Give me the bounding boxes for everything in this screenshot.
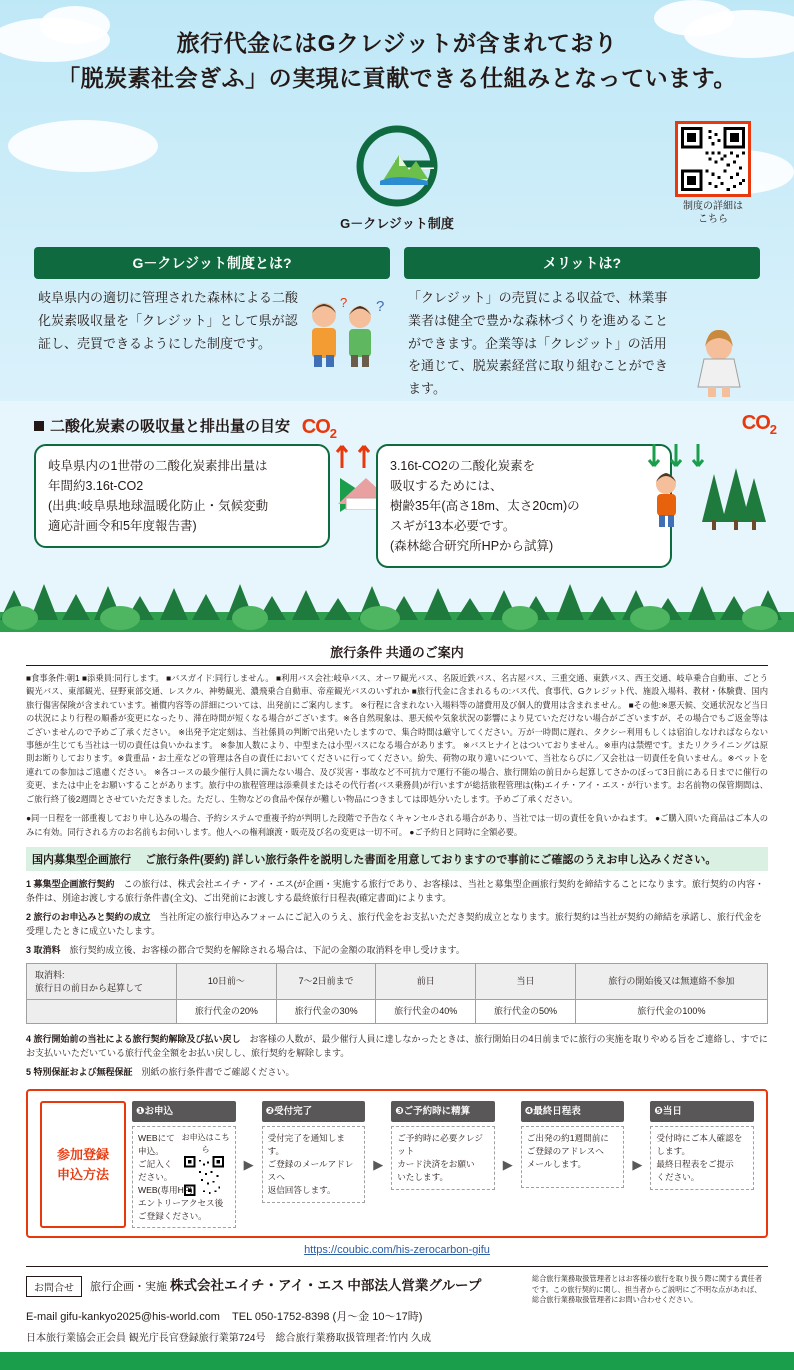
panel-body — [404, 279, 760, 401]
table-cell: 旅行代金の100% — [575, 1000, 767, 1024]
table-cell: 旅行代金の30% — [276, 1000, 376, 1024]
co2-section-title: 二酸化炭素の吸収量と排出量の目安 — [34, 415, 760, 436]
step-1-apply — [132, 1101, 236, 1228]
footer-row — [26, 1274, 768, 1305]
step-line: カード決済をお願い — [397, 1158, 475, 1169]
terms-item-head: 募集型企画旅行契約 — [33, 879, 115, 889]
terms-paragraph: ■食事条件:朝1 ■添乗員:同行します。 ■バスガイド:同行しません。 ■利用バス会社:岐阜バス、オーワ観光バス、名阪近鉄バス、名古屋バス、三重交通、東鉄バス、西王交通、岐阜乗合自動車、ごとう観光バス、東部観光、昼野東部交通、レスクル、神勢観光、濃飛乗合自動車、帝産観光バスのいずれか ■旅行代金に含まれるもの:バス代、食事代、Gクレジット代、施設入場料、教材・体験費、国内旅行傷害保険が含まれています。補償内容等の詳細については、出発前にご案内します。 ※行程に含まれない入場料等の諸費用及び個人的費用は含まれません。 ■その他:※悪天候、交通状況など当日の状況により行程の順番が変更になったり、滞在時間が短くなる場合がございます。※各自然現象は、悪天候や気象状況の影響により見ていただけない場合がございますが、その場合でもご返金等はございませんので予めご了承ください。 ※出発予定定刻は、当社係員の判断で出発いたしますので、集合時間は厳守してください。万が一時間に遅れ、タクシー利用もしくは宿泊しなければならない事態が生じても当社は一切の責任は負いかねます。 ※参加人数により、中型または小型バスになる場合があります。 ※バスヒナイとはついておりません。※車内は禁煙です。またリクライニングは原則お断りしております。※貴重品・お土産などの管理は各自の責任においてくださいに行ってください。紛失、荷物の取り違いについて、当社ならびに／又会社は一切責任を負いません。※ペットを連れての参加はご遠慮ください。 ※各コースの最少催行人員に満たない場合、及び災害・事故など不可抗力で運行不能の場合、旅行開始の前日から起算してさかのぼって3日前にある日までに催行の変更、または中止をお願いすることがあります。旅行中の旅程管理は添乗員またはその代行者(バス乗務員)が行いますが総括旅程管理は(株)エイチ・アイ・エス・が行います。お名前物の保管期間は、ご旅行終了後2週間とさせていただきました。ただし、生物などの食品や保存が難しい物品につきましては即処分いたします。予めご了承ください。 — [26, 672, 768, 804]
table-header-row — [27, 963, 768, 999]
terms-item-number: 2 — [26, 911, 32, 922]
step-2-reception-complete — [262, 1101, 366, 1228]
table-col-header: 当日 — [476, 963, 576, 999]
step-3-payment — [391, 1101, 495, 1228]
step-body — [650, 1126, 754, 1190]
two-children-icon — [300, 295, 390, 367]
terms-fine-print — [26, 672, 768, 839]
panel-title: メリットは? — [404, 247, 760, 279]
terms-item-number: 1 — [26, 879, 32, 889]
terms-paragraph: ●同一日程を一部重複しており申し込みの場合、予約システムで重複予約が判明した段階で予告なくキャンセルされる場合があり、当社では一切の責任を負いかねます。 ●ご購入頂いた商品はご本人のみに有効。同行される方のお名前もお伺いします。他人への権利譲渡・販売及び名の変更は一切不可。 ●ご予約日と同時に全額必要。 — [26, 813, 768, 837]
arrow-right-icon: ▶ — [632, 1156, 643, 1172]
step-line: ご登録ください。 — [138, 1210, 207, 1221]
terms-item-head: 取消料 — [33, 944, 61, 955]
step-body — [132, 1126, 236, 1228]
headline-line-1: 旅行代金にはGクレジットが含まれており — [176, 30, 618, 56]
step-5-on-the-day — [650, 1101, 754, 1228]
step-line: 最終日程表をご提示 — [656, 1158, 734, 1169]
table-col-header: 旅行の開始後又は無連絡不参加 — [575, 963, 767, 999]
terms-item — [26, 943, 768, 957]
headline-line-2: 「脱炭素社会ぎふ」の実現に貢献できる仕組みとなっています。 — [57, 64, 737, 91]
step-line: ご登録のメールアドレスへ — [267, 1158, 354, 1182]
step-header: ❺当日 — [650, 1101, 754, 1122]
terms-item-head: 旅行のお申込みと契約の成立 — [33, 911, 151, 922]
terms-item — [26, 1065, 768, 1079]
co2-badge-left: $CO_2$ — [301, 415, 336, 441]
qr-code-block[interactable] — [668, 121, 758, 226]
contact-label: お問合せ — [26, 1276, 82, 1297]
travel-terms-section — [0, 632, 794, 1079]
step-line: WEBにて申込。 — [138, 1133, 175, 1157]
step-header: ❹最終日程表 — [521, 1101, 625, 1122]
cancellation-fee-table — [26, 963, 768, 1024]
terms-item-text: この旅行は、株式会社エイチ・アイ・エス(が企画・実施する旅行であり、お客様は、当社と募集型企画旅行契約を締結することになります。旅行契約の内容・条件は、別途お渡しする旅行条件書(全文)、ご出発前にお渡しする最終旅行日程表(確定書面)によります。 — [26, 879, 765, 904]
table-col-header: 10日前～ — [177, 963, 277, 999]
qr-caption: 制度の詳細は こちら — [683, 201, 743, 225]
table-corner-cell: 取消料: 旅行日の前日から起算して — [27, 963, 177, 999]
square-bullet-icon — [34, 421, 44, 431]
qr-code-frame[interactable] — [675, 121, 751, 197]
contact-footer — [26, 1266, 768, 1344]
application-method-badge: 参加登録 申込方法 — [40, 1101, 126, 1228]
top-sky-section — [0, 0, 794, 632]
step-line: 受付時にご本人確認をします。 — [656, 1133, 743, 1157]
panel-what-is-g-credit — [34, 247, 390, 401]
hills-decoration — [0, 568, 794, 632]
contact-details: E-mail gifu-kankyo2025@his-world.com TEL 050-1752-8398 (月～金 10～17時) — [26, 1310, 423, 1323]
registration-line: 日本旅行業協会正会員 観光庁長官登録旅行業第724号 総合旅行業務取扱管理者:竹内 久成 — [26, 1332, 432, 1344]
svg-text:?: ? — [340, 295, 348, 311]
terms-item — [26, 877, 768, 906]
step-line: ご記入ください。 — [138, 1158, 173, 1182]
table-row-label — [27, 1000, 177, 1024]
children-illustration — [300, 295, 390, 375]
terms-item-text: 当社所定の旅行申込みフォームにご記入のうえ、旅行代金をお支払いただき契約成立となります。旅行契約は当社が契約の締結を承諾し、旅行代金を受理したときに成立いたします。 — [26, 911, 762, 937]
table-row — [27, 1000, 768, 1024]
girl-illustration — [678, 325, 760, 405]
co2-badge-right: $CO_2$ — [741, 411, 776, 437]
co2-section — [0, 401, 794, 568]
terms-item-text: 旅行契約成立後、お客様の都合で契約を解除される場合は、下記の金額の取消料を申し受けます。 — [60, 944, 465, 955]
domestic-tour-terms-title: 国内募集型企画旅行 ご旅行条件(要約) 詳しい旅行条件を説明した書面を用意しておりますので事前にご確認のうえお申し込みください。 — [26, 847, 768, 871]
step-line: ください。 — [656, 1171, 700, 1182]
step-body — [262, 1126, 366, 1202]
qr-code-icon[interactable] — [681, 127, 745, 191]
hills-svg — [0, 568, 794, 632]
step-header: ❶お申込 — [132, 1101, 236, 1122]
terms-numbered-list — [26, 877, 768, 957]
terms-item-head: 特別保証および無程保証 — [33, 1066, 133, 1077]
table-cell: 旅行代金の40% — [376, 1000, 476, 1024]
panel-merits — [404, 247, 760, 401]
step-line: WEB(専用HP) — [138, 1184, 193, 1195]
arrow-right-icon: ▶ — [502, 1156, 513, 1172]
logo-area — [0, 115, 794, 245]
step-header: ❸ご予約時に精算 — [391, 1101, 495, 1122]
contact-email[interactable]: gifu-kankyo2025@his-world.com — [60, 1310, 220, 1323]
info-panels — [0, 245, 794, 401]
arrow-right-icon: ▶ — [373, 1156, 384, 1172]
terms-item-text: 別紙の旅行条件書でご確認ください。 — [132, 1066, 295, 1077]
contact-tel: 050-1752-8398 — [254, 1310, 330, 1323]
step-line: いたします。 — [397, 1171, 449, 1182]
trees-child-illustration — [640, 440, 770, 536]
g-circle-mountain-icon — [354, 123, 440, 209]
table-col-header: 前日 — [376, 963, 476, 999]
co2-emission-bubble: 岐阜県内の1世帯の二酸化炭素排出量は 年間約3.16t-CO2 (出典:岐阜県地球温暖化防止・気候変動 適応計画令和5年度報告書) — [34, 444, 330, 548]
step-4-final-itinerary — [521, 1101, 625, 1228]
girl-icon — [678, 325, 760, 397]
step-line: ご登録のアドレスへ — [526, 1146, 604, 1157]
step-header: ❷受付完了 — [262, 1101, 366, 1122]
gifu-logo-caption: G－クレジット制度 — [340, 216, 454, 231]
panel-title: G－クレジット制度とは? — [34, 247, 390, 279]
terms-item-text: お客様の人数が、最少催行人員に達しなかったときは、旅行開始日の4日前までに旅行の実施を取りやめる旨をご連絡し、すでにお支払いいただいている旅行代金全額をお払い戻しし、旅行契約を解除します。 — [26, 1033, 768, 1059]
page-title — [0, 0, 794, 115]
gifu-credit-logo — [287, 123, 507, 232]
management-note: 総合旅行業務取扱管理者とはお客様の旅行を取り扱う際に関する責任者です。この旅行契約に関し、担当者からご説明にご不明な点があれば、総合旅行業務取扱管理者にお問い合わせください。 — [532, 1274, 763, 1305]
step-line: 受付完了を通知します。 — [267, 1133, 345, 1157]
svg-text:?: ? — [376, 298, 385, 316]
application-steps-box — [26, 1089, 768, 1238]
table-cell: 旅行代金の20% — [177, 1000, 277, 1024]
step-line: 返信回答します。 — [267, 1184, 336, 1195]
step-line: エントリーアクセス後 — [138, 1197, 224, 1208]
step-line: ご予約時に必要クレジット — [397, 1133, 483, 1157]
table-col-header: 7～2日前まで — [276, 963, 376, 999]
step-line: ご出発の約1週間前に — [526, 1133, 609, 1144]
terms-item-number: 4 — [26, 1033, 32, 1044]
gifu-logo-mark — [354, 123, 440, 209]
terms-item-head: 旅行開始前の当社による旅行契約解除及び払い戻し — [33, 1033, 241, 1044]
bottom-green-bar — [0, 1352, 794, 1370]
panel-body — [34, 279, 390, 371]
terms-item — [26, 1032, 768, 1061]
terms-item-number: 5 — [26, 1066, 32, 1077]
contact-company-line: 旅行企画・実施 株式会社エイチ・アイ・エス 中部法人営業グループ — [90, 1278, 482, 1294]
step-line: メールします。 — [526, 1158, 587, 1169]
terms-item-number: 3 — [26, 944, 32, 955]
terms-item — [26, 910, 768, 939]
step-qr-code[interactable] — [182, 1132, 230, 1180]
panel-text: 岐阜県内の適切に管理された森林による二酸化炭素吸収量を「クレジット」として県が認証し、売買できるようにした制度です。 — [38, 290, 299, 351]
application-url-link[interactable]: https://coubic.com/his-zerocarbon-gifu — [304, 1244, 490, 1257]
co2-absorption-bubble: 3.16t-CO2の二酸化炭素を 吸収するためには、 樹齢35年(高さ18m、太さ20cm)の スギが13本必要です。 (森林総合研究所HPから試算) — [376, 444, 672, 568]
table-cell: 旅行代金の50% — [476, 1000, 576, 1024]
terms-numbered-list-2 — [26, 1032, 768, 1079]
arrow-right-icon: ▶ — [243, 1156, 254, 1172]
panel-text: 「クレジット」の売買による収益で、林業事業者は健全で豊かな森林づくりを進めることができます。企業等は「クレジット」の活用を通じて、脱炭素経営に取り組むことができます。 — [408, 290, 669, 396]
step-qr-caption: お申込はこちら — [181, 1133, 230, 1155]
terms-title: 旅行条件 共通のご案内 — [26, 638, 768, 666]
step-body — [391, 1126, 495, 1190]
step-body — [521, 1126, 625, 1188]
